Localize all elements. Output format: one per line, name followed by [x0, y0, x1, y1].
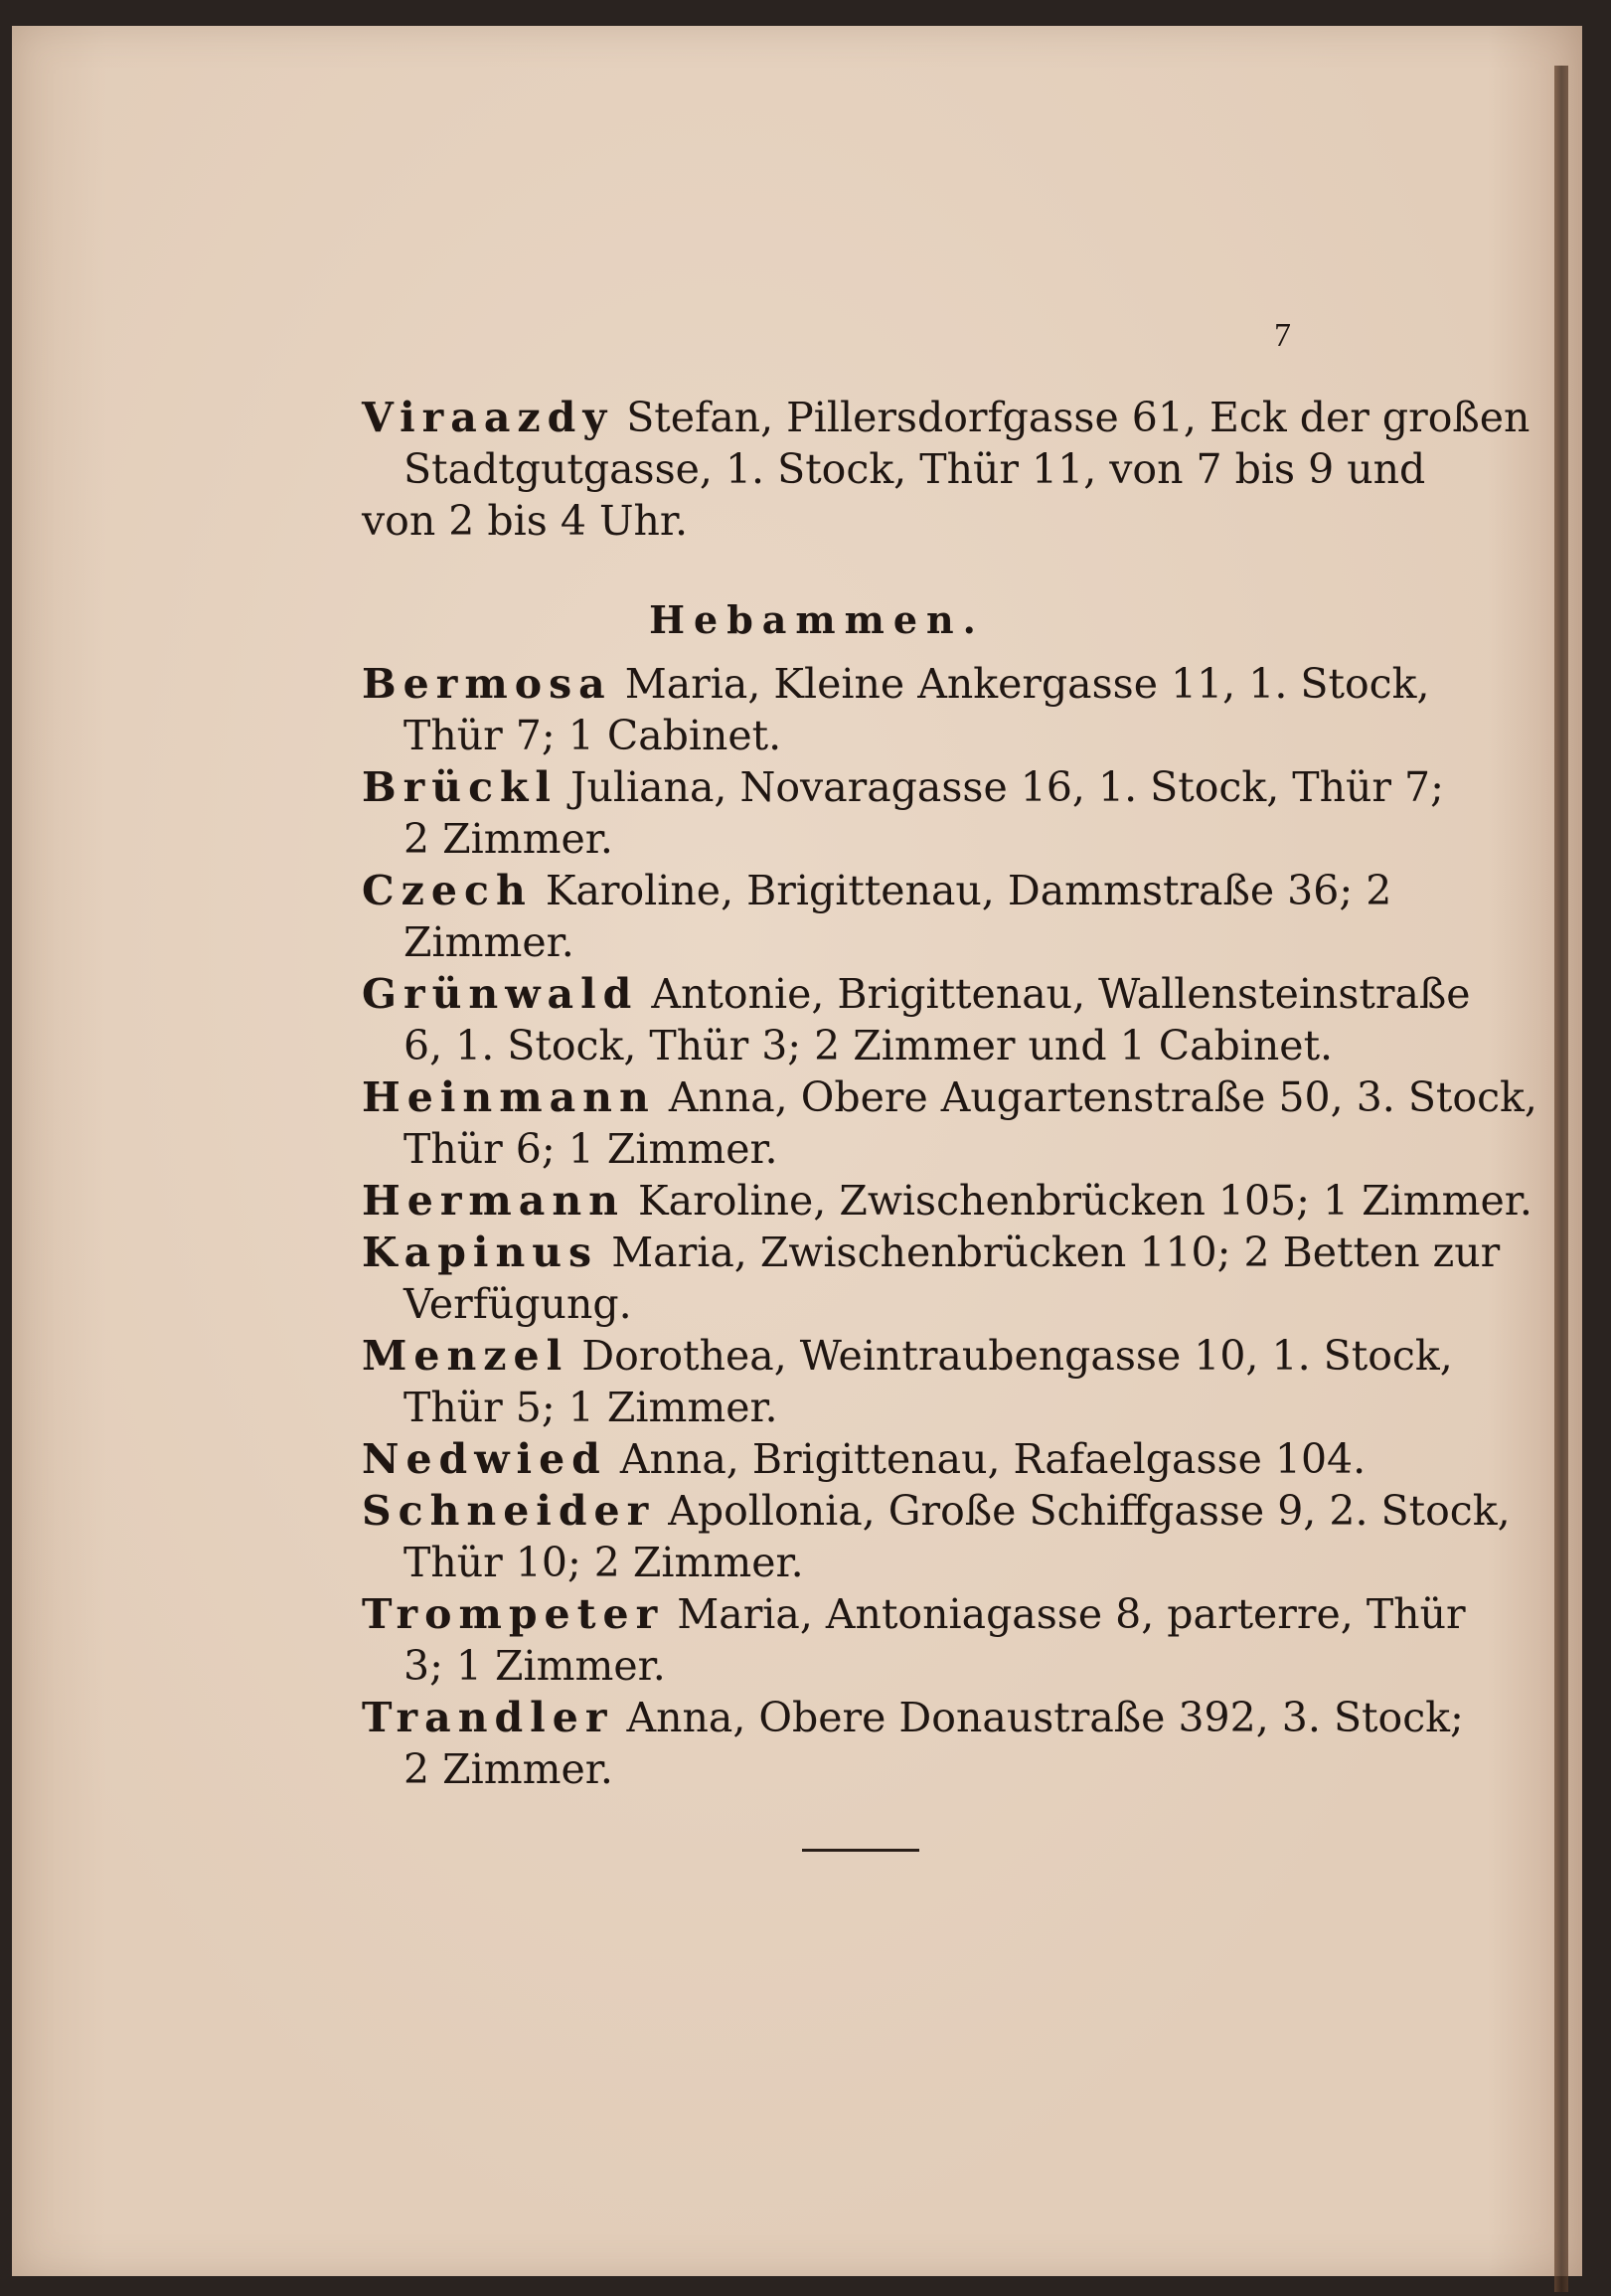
book-page	[12, 26, 1582, 2276]
entry-first-line	[362, 1227, 1501, 1278]
entry-first-line	[362, 658, 1430, 710]
doctor-entry	[362, 392, 1530, 547]
entry-text: Karoline, Brigittenau, Dammstraße 36; 2	[532, 867, 1392, 914]
entry-first-line	[362, 1330, 1453, 1382]
entry-text: Antonie, Brigittenau, Wallensteinstraße	[638, 970, 1471, 1018]
entry-name: Trompeter	[362, 1590, 665, 1638]
list-item	[362, 1071, 1537, 1175]
entry-text: Anna, Obere Augartenstraße 50, 3. Stock,	[655, 1073, 1537, 1121]
entry-continuation: Verfügung.	[403, 1280, 632, 1328]
list-item	[362, 1485, 1511, 1588]
page-content	[12, 26, 1582, 2276]
entry-text: Maria, Antoniagasse 8, parterre, Thür	[664, 1590, 1466, 1638]
entry-first-line	[362, 1692, 1464, 1743]
entry-first-line	[362, 761, 1444, 813]
entry-name: Schneider	[362, 1487, 656, 1535]
section-heading: Hebammen.	[649, 597, 985, 642]
entry-name: Hermann	[362, 1177, 625, 1225]
list-item	[362, 658, 1430, 761]
list-item	[362, 1330, 1453, 1433]
entry-continuation: 2 Zimmer.	[403, 815, 613, 863]
entry-name: Bermosa	[362, 660, 612, 708]
entry-name: Kapinus	[362, 1229, 599, 1276]
entry-first-line	[362, 1071, 1537, 1123]
entry-name: Czech	[362, 867, 533, 914]
entry-continuation: Zimmer.	[403, 918, 574, 966]
entry-first-line	[362, 968, 1471, 1020]
entry-first-line	[362, 392, 1530, 443]
list-item	[362, 1588, 1466, 1692]
entry-text: Apollonia, Große Schiffgasse 9, 2. Stock,	[655, 1487, 1511, 1535]
entry-name: Nedwied	[362, 1435, 607, 1483]
list-item	[362, 1433, 1367, 1485]
entry-continuation: Thür 10; 2 Zimmer.	[403, 1539, 804, 1586]
entry-text: Dorothea, Weintraubengasse 10, 1. Stock,	[568, 1332, 1453, 1380]
entry-text: Maria, Kleine Ankergasse 11, 1. Stock,	[611, 660, 1430, 708]
list-item	[362, 761, 1444, 865]
entry-continuation: 2 Zimmer.	[403, 1745, 613, 1793]
entry-first-line	[362, 865, 1392, 916]
closing-rule	[802, 1849, 919, 1852]
list-item	[362, 865, 1392, 968]
list-item	[362, 968, 1471, 1071]
entry-first-line	[362, 1485, 1511, 1537]
entry-text: Stefan, Pillersdorfgasse 61, Eck der großen	[613, 394, 1530, 441]
entry-continuation: Thür 7; 1 Cabinet.	[403, 712, 782, 759]
entry-continuation: 3; 1 Zimmer.	[403, 1642, 666, 1690]
entry-continuation: Stadtgutgasse, 1. Stock, Thür 11, von 7 bis 9 und	[403, 445, 1426, 493]
list-item	[362, 1692, 1464, 1795]
entry-first-line	[362, 1588, 1466, 1640]
entry-name: Heinmann	[362, 1073, 656, 1121]
entry-text: Maria, Zwischenbrücken 110; 2 Betten zur	[598, 1229, 1501, 1276]
entry-name: Grünwald	[362, 970, 639, 1018]
entry-continuation: Thür 5; 1 Zimmer.	[403, 1384, 778, 1431]
entry-continuation: 6, 1. Stock, Thür 3; 2 Zimmer und 1 Cabinet.	[403, 1022, 1334, 1069]
page-number: 7	[1274, 317, 1291, 354]
entry-first-line	[362, 1175, 1532, 1227]
entry-text: Anna, Obere Donaustraße 392, 3. Stock;	[613, 1694, 1464, 1741]
entry-text: Karoline, Zwischenbrücken 105; 1 Zimmer.	[625, 1177, 1532, 1225]
entry-name: Viraazdy	[362, 394, 614, 441]
list-item	[362, 1227, 1501, 1330]
list-item	[362, 1175, 1532, 1227]
entry-name: Trandler	[362, 1694, 614, 1741]
entry-text: Juliana, Novaragasse 16, 1. Stock, Thür 7;	[558, 763, 1444, 811]
entry-text: Anna, Brigittenau, Rafaelgasse 104.	[606, 1435, 1367, 1483]
entry-continuation: von 2 bis 4 Uhr.	[362, 497, 689, 545]
entry-name: Menzel	[362, 1332, 569, 1380]
entry-first-line	[362, 1433, 1367, 1485]
entry-continuation: Thür 6; 1 Zimmer.	[403, 1125, 778, 1173]
entry-name: Brückl	[362, 763, 559, 811]
